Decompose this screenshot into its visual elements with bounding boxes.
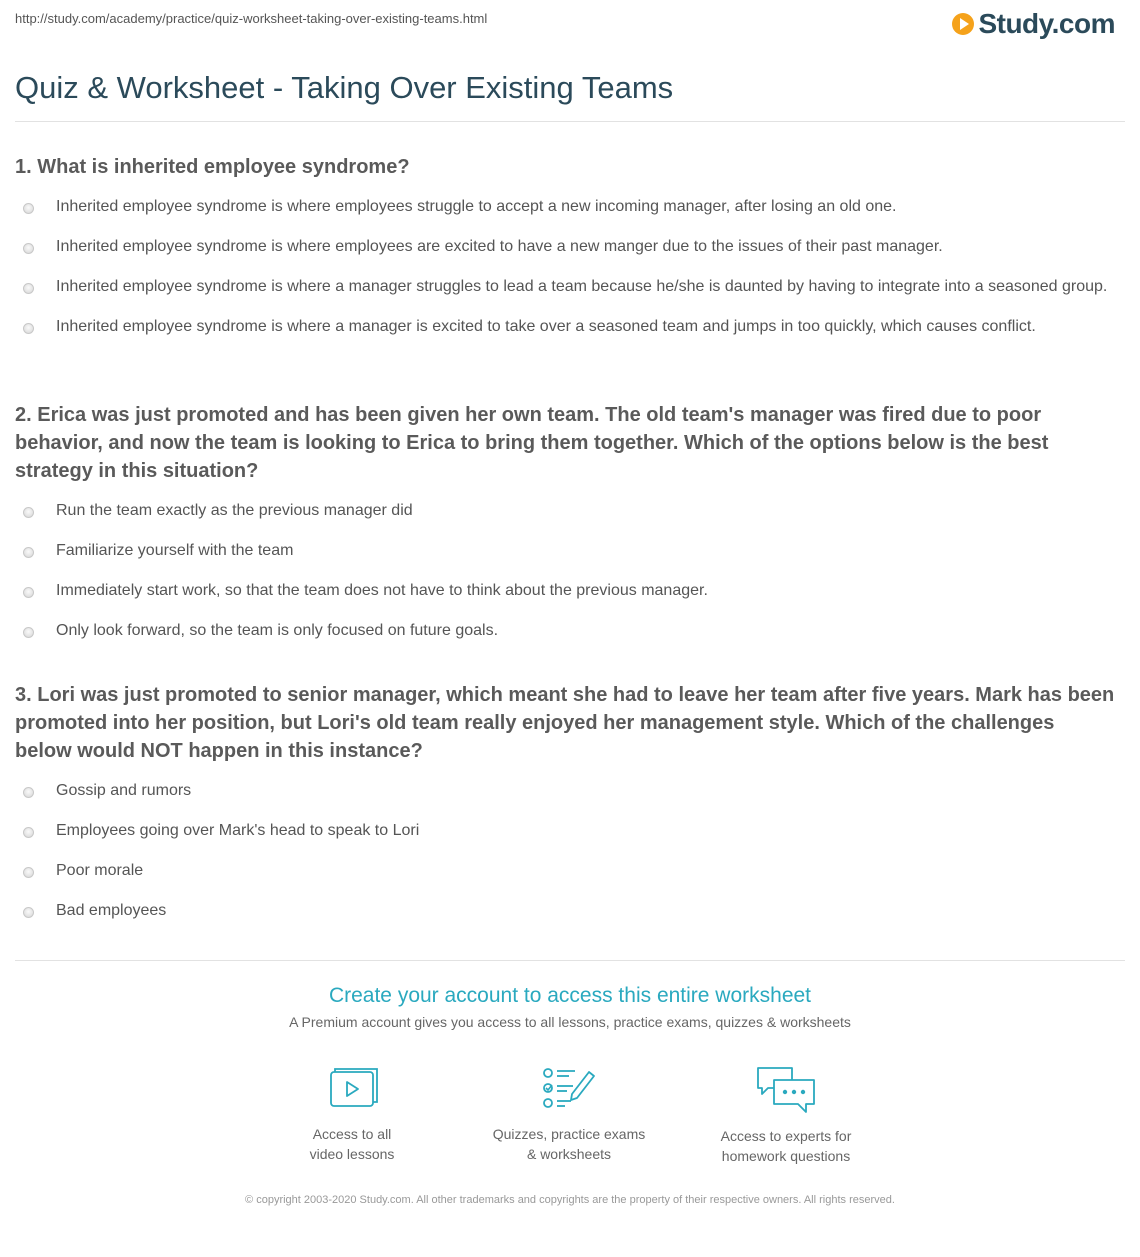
- answer-option[interactable]: [15, 195, 1115, 219]
- option-label: Employees going over Mark's head to speak to Lori: [56, 822, 420, 839]
- feature-label-line1: Access to all: [312, 1126, 392, 1142]
- page-url: http://study.com/academy/practice/quiz-worksheet-taking-over-existing-teams.html: [15, 11, 488, 26]
- option-label: Poor morale: [56, 862, 144, 879]
- radio-button[interactable]: [23, 907, 34, 918]
- title-divider: [15, 121, 1125, 122]
- feature-experts: [686, 1064, 886, 1166]
- answer-option[interactable]: [15, 275, 1115, 299]
- answer-option[interactable]: [15, 539, 1115, 563]
- feature-label-line2: & worksheets: [526, 1146, 612, 1162]
- play-logo-icon: [952, 13, 974, 35]
- feature-quizzes: [469, 1064, 669, 1164]
- answer-option[interactable]: [15, 899, 1115, 923]
- radio-button[interactable]: [23, 323, 34, 334]
- cta-title[interactable]: Create your account to access this entire worksheet: [328, 984, 812, 1007]
- top-bar: [15, 0, 1125, 44]
- cta-subtitle: A Premium account gives you access to all lessons, practice exams, quizzes & worksheets: [289, 1014, 851, 1030]
- answer-option[interactable]: [15, 779, 1115, 803]
- radio-button[interactable]: [23, 787, 34, 798]
- option-label: Only look forward, so the team is only focused on future goals.: [56, 622, 499, 639]
- answer-option[interactable]: [15, 819, 1115, 843]
- option-label: Inherited employee syndrome is where a manager is excited to take over a seasoned team and jumps in too quickly, which causes conflict.: [56, 318, 1036, 335]
- feature-label-line2: homework questions: [721, 1148, 851, 1164]
- question-text: 1. What is inherited employee syndrome?: [15, 156, 410, 178]
- logo-text: Study.com: [978, 8, 1115, 39]
- study-logo[interactable]: [952, 8, 1115, 40]
- answer-option[interactable]: [15, 619, 1115, 643]
- video-lesson-icon: [322, 1064, 382, 1114]
- radio-button[interactable]: [23, 203, 34, 214]
- feature-label-line2: video lessons: [309, 1146, 395, 1162]
- option-label: Inherited employee syndrome is where employees are excited to have a new manger due to the issues of their past manager.: [56, 238, 943, 255]
- radio-button[interactable]: [23, 283, 34, 294]
- option-label: Bad employees: [56, 902, 167, 919]
- option-label: Run the team exactly as the previous manager did: [56, 502, 413, 519]
- question-text: 2. Erica was just promoted and has been given her own team. The old team's manager was fired due to poor behavior, and now the team is looking to Erica to bring them together. Which of the options below is the best strategy in this situation?: [15, 404, 1049, 482]
- option-label: Familiarize yourself with the team: [56, 542, 294, 559]
- answer-options: [15, 779, 1115, 923]
- radio-button[interactable]: [23, 587, 34, 598]
- quiz-checklist-icon: [539, 1064, 599, 1114]
- option-label: Immediately start work, so that the team does not have to think about the previous manager.: [56, 582, 708, 599]
- answer-option[interactable]: [15, 315, 1115, 339]
- option-label: Gossip and rumors: [56, 782, 192, 799]
- copyright-footer: © copyright 2003-2020 Study.com. All other trademarks and copyrights are the property of their respective owners. All rights reserved.: [245, 1194, 895, 1206]
- feature-label-line1: Quizzes, practice exams: [492, 1126, 646, 1142]
- radio-button[interactable]: [23, 243, 34, 254]
- feature-video-lessons: [252, 1064, 452, 1164]
- page-title: Quiz & Worksheet - Taking Over Existing Teams: [15, 70, 674, 105]
- radio-button[interactable]: [23, 507, 34, 518]
- answer-option[interactable]: [15, 499, 1115, 523]
- radio-button[interactable]: [23, 547, 34, 558]
- question-2: [15, 401, 1115, 659]
- question-1: [15, 153, 1115, 355]
- option-label: Inherited employee syndrome is where employees struggle to accept a new incoming manager, after losing an old one.: [56, 198, 897, 215]
- option-label: Inherited employee syndrome is where a manager struggles to lead a team because he/she is daunted by having to integrate into a seasoned group.: [56, 278, 1108, 295]
- answer-option[interactable]: [15, 859, 1115, 883]
- answer-options: [15, 195, 1115, 339]
- cta-divider: [15, 960, 1125, 961]
- feature-label-line1: Access to experts for: [720, 1128, 852, 1144]
- radio-button[interactable]: [23, 627, 34, 638]
- answer-option[interactable]: [15, 579, 1115, 603]
- answer-option[interactable]: [15, 235, 1115, 259]
- radio-button[interactable]: [23, 867, 34, 878]
- radio-button[interactable]: [23, 827, 34, 838]
- answer-options: [15, 499, 1115, 643]
- chat-bubbles-icon: [754, 1064, 818, 1116]
- question-3: [15, 681, 1115, 939]
- question-text: 3. Lori was just promoted to senior manager, which meant she had to leave her team after five years. Mark has been promoted into her position, but Lori's old team really enjoyed her management style. Which of the challenges below would NOT happen in this instance?: [15, 684, 1115, 762]
